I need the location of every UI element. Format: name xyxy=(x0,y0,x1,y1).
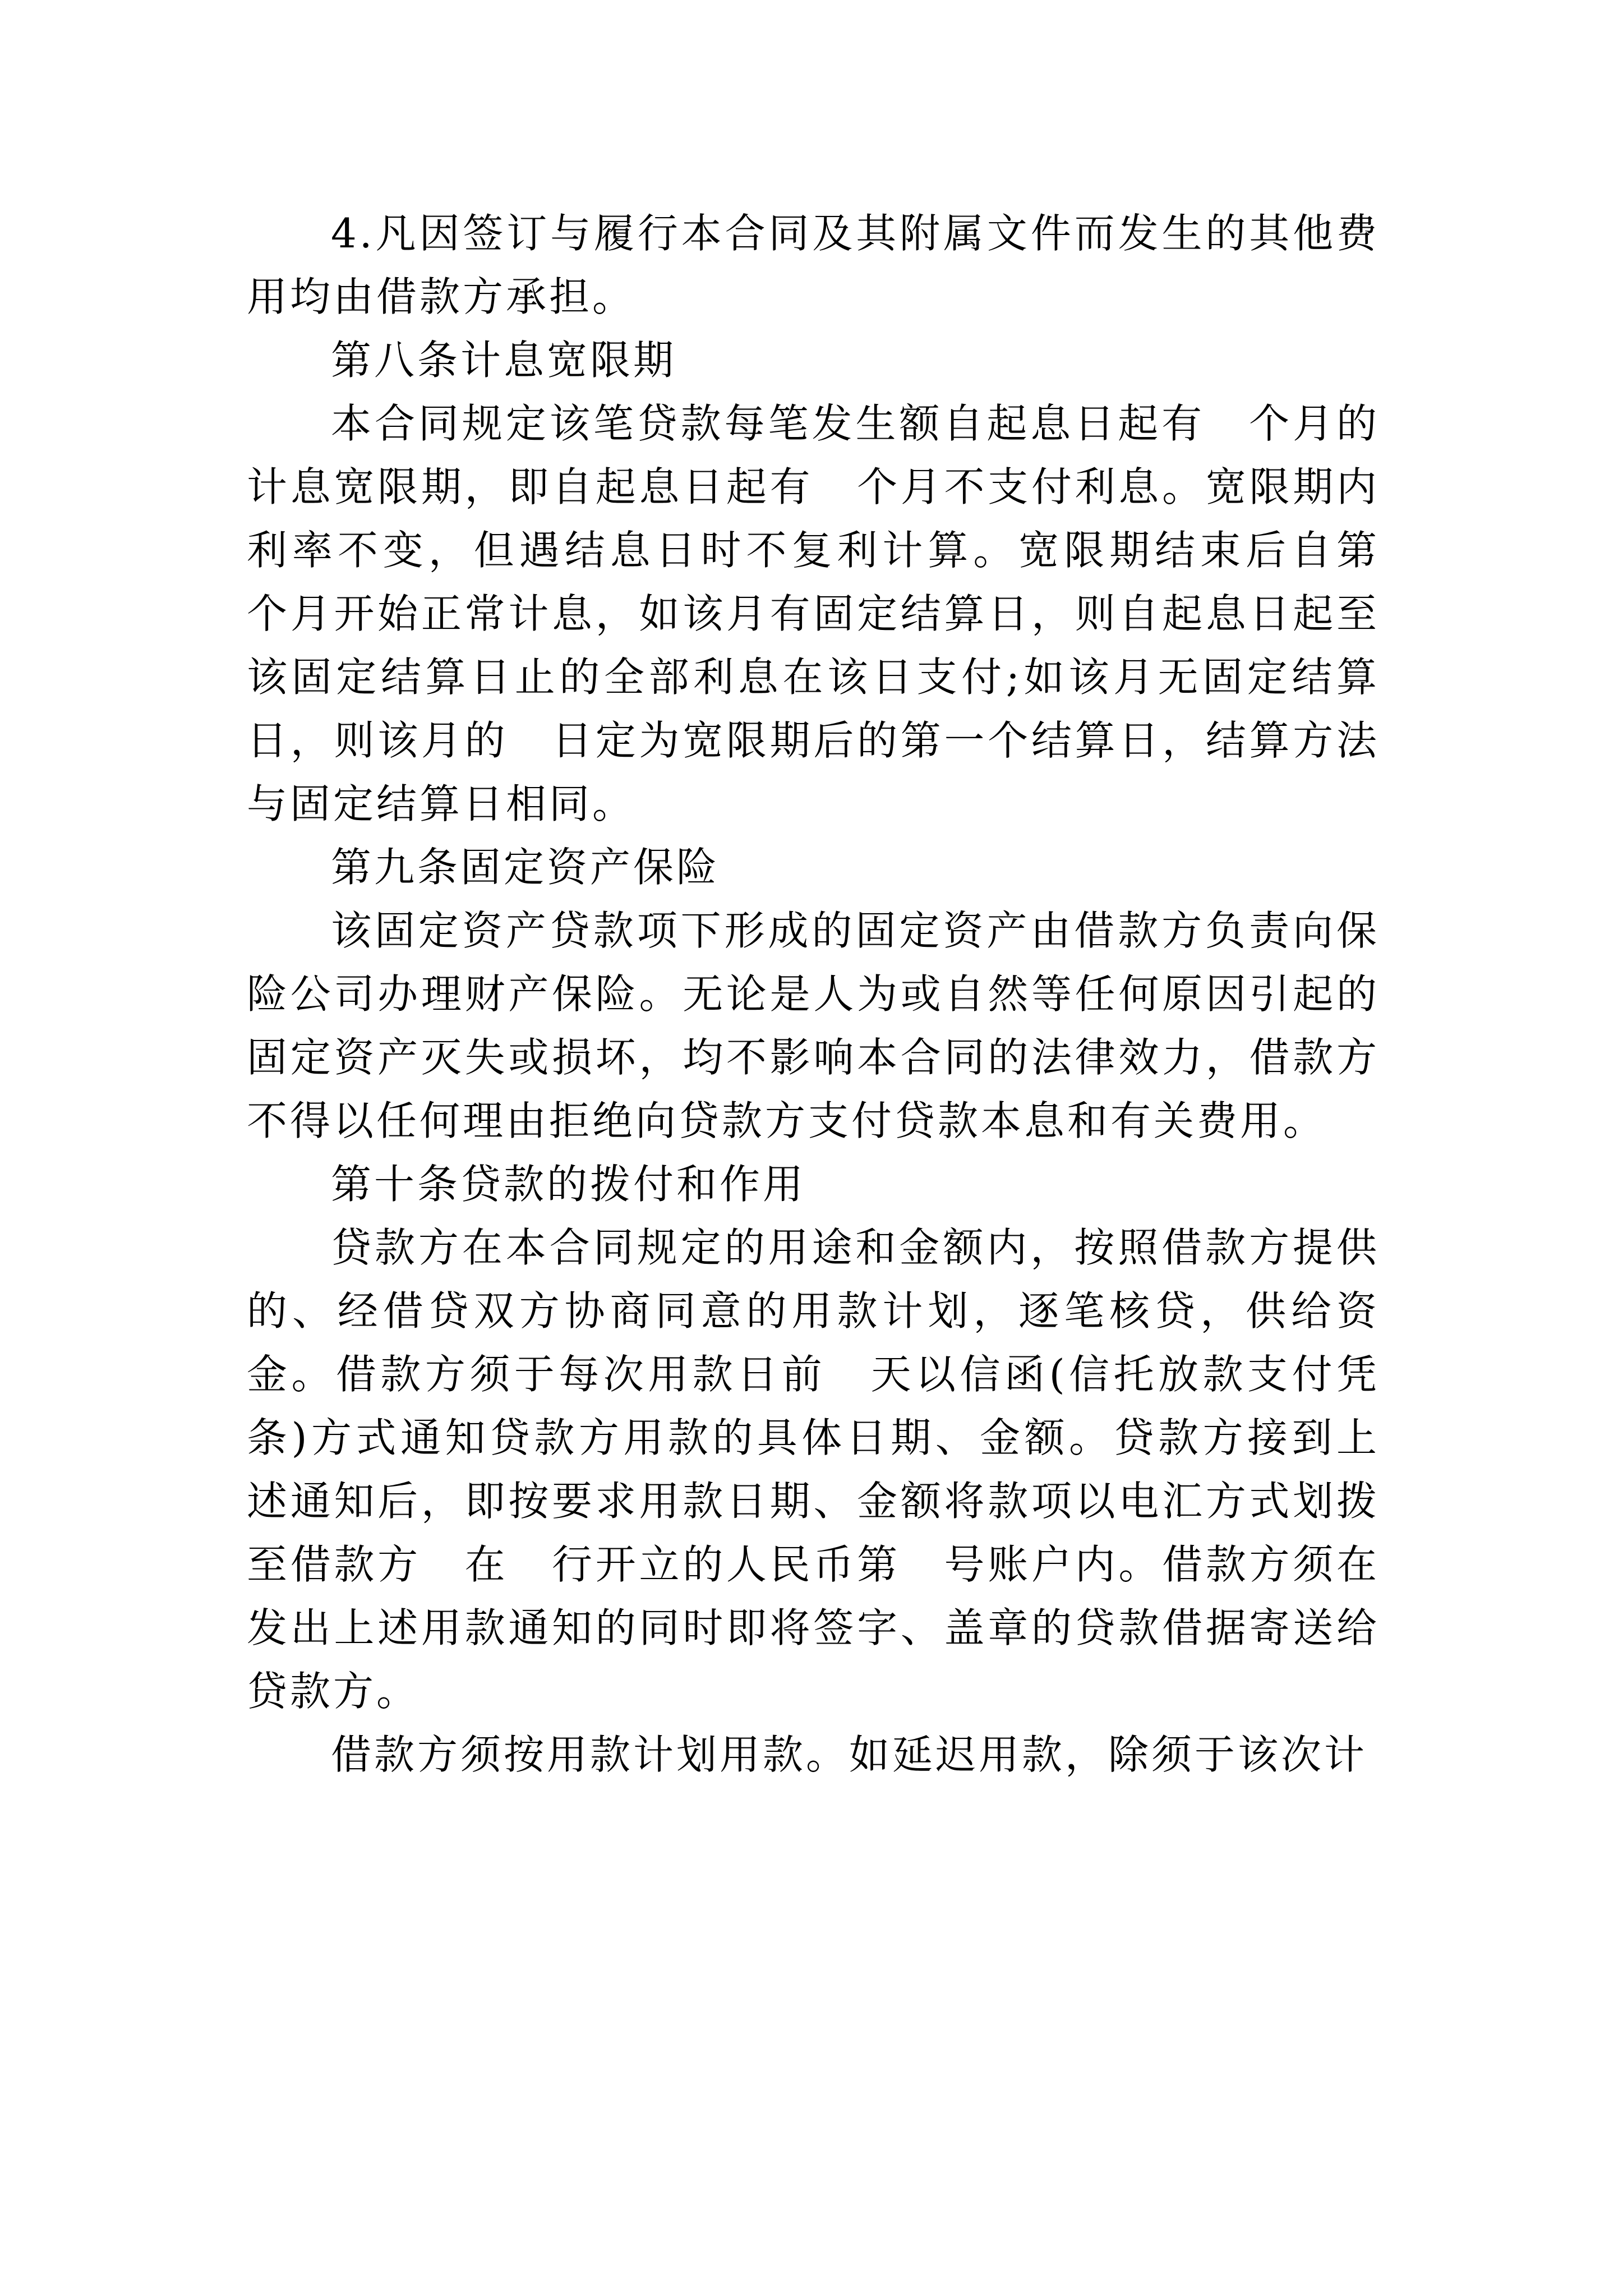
paragraph-fee-clause: 4.凡因签订与履行本合同及其附属文件而发生的其他费用均由借款方承担。 xyxy=(247,210,1380,320)
article-10-continuation: 借款方须按用款计划用款。如延迟用款，除须于该次计 xyxy=(331,1731,1368,1778)
article-8-body: 本合同规定该笔贷款每笔发生额自起息日起有 个月的计息宽限期，即自起息日起有 个月不支付利息。宽限期内利率不变，但遇结息日时不复利计算。宽限期结束后自第 个月开始正常计息，如该月有固定结算日，则自起息日起至该固定结算日止的全部利息在该日支付;如该月无固定结算日，则该月的 日定为宽限期后的第一个结算日，结算方法与固定结算日相同。 xyxy=(247,400,1423,827)
article-9-body: 该固定资产贷款项下形成的固定资产由借款方负责向保险公司办理财产保险。无论是人为或自然等任何原因引起的固定资产灭失或损坏，均不影响本合同的法律效力，借款方不得以任何理由拒绝向贷款方支付贷款本息和有关费用。 xyxy=(247,907,1380,1144)
document-body xyxy=(247,202,1423,1787)
article-8-heading: 第八条计息宽限期 xyxy=(331,337,677,384)
article-10-body: 贷款方在本合同规定的用途和金额内，按照借款方提供的、经借贷双方协商同意的用款计划，逐笔核贷，供给资金。借款方须于每次用款日前 天以信函(信托放款支付凭条)方式通知贷款方用款的具体日期、金额。贷款方接到上述通知后，即按要求用款日期、金额将款项以电汇方式划拨至借款方 在 行开立的人民币第 号账户内。借款方须在发出上述用款通知的同时即将签字、盖章的贷款借据寄送给贷款方。 xyxy=(247,1224,1380,1715)
article-9-heading: 第九条固定资产保险 xyxy=(331,844,720,891)
article-10-heading: 第十条贷款的拨付和作用 xyxy=(331,1161,806,1208)
